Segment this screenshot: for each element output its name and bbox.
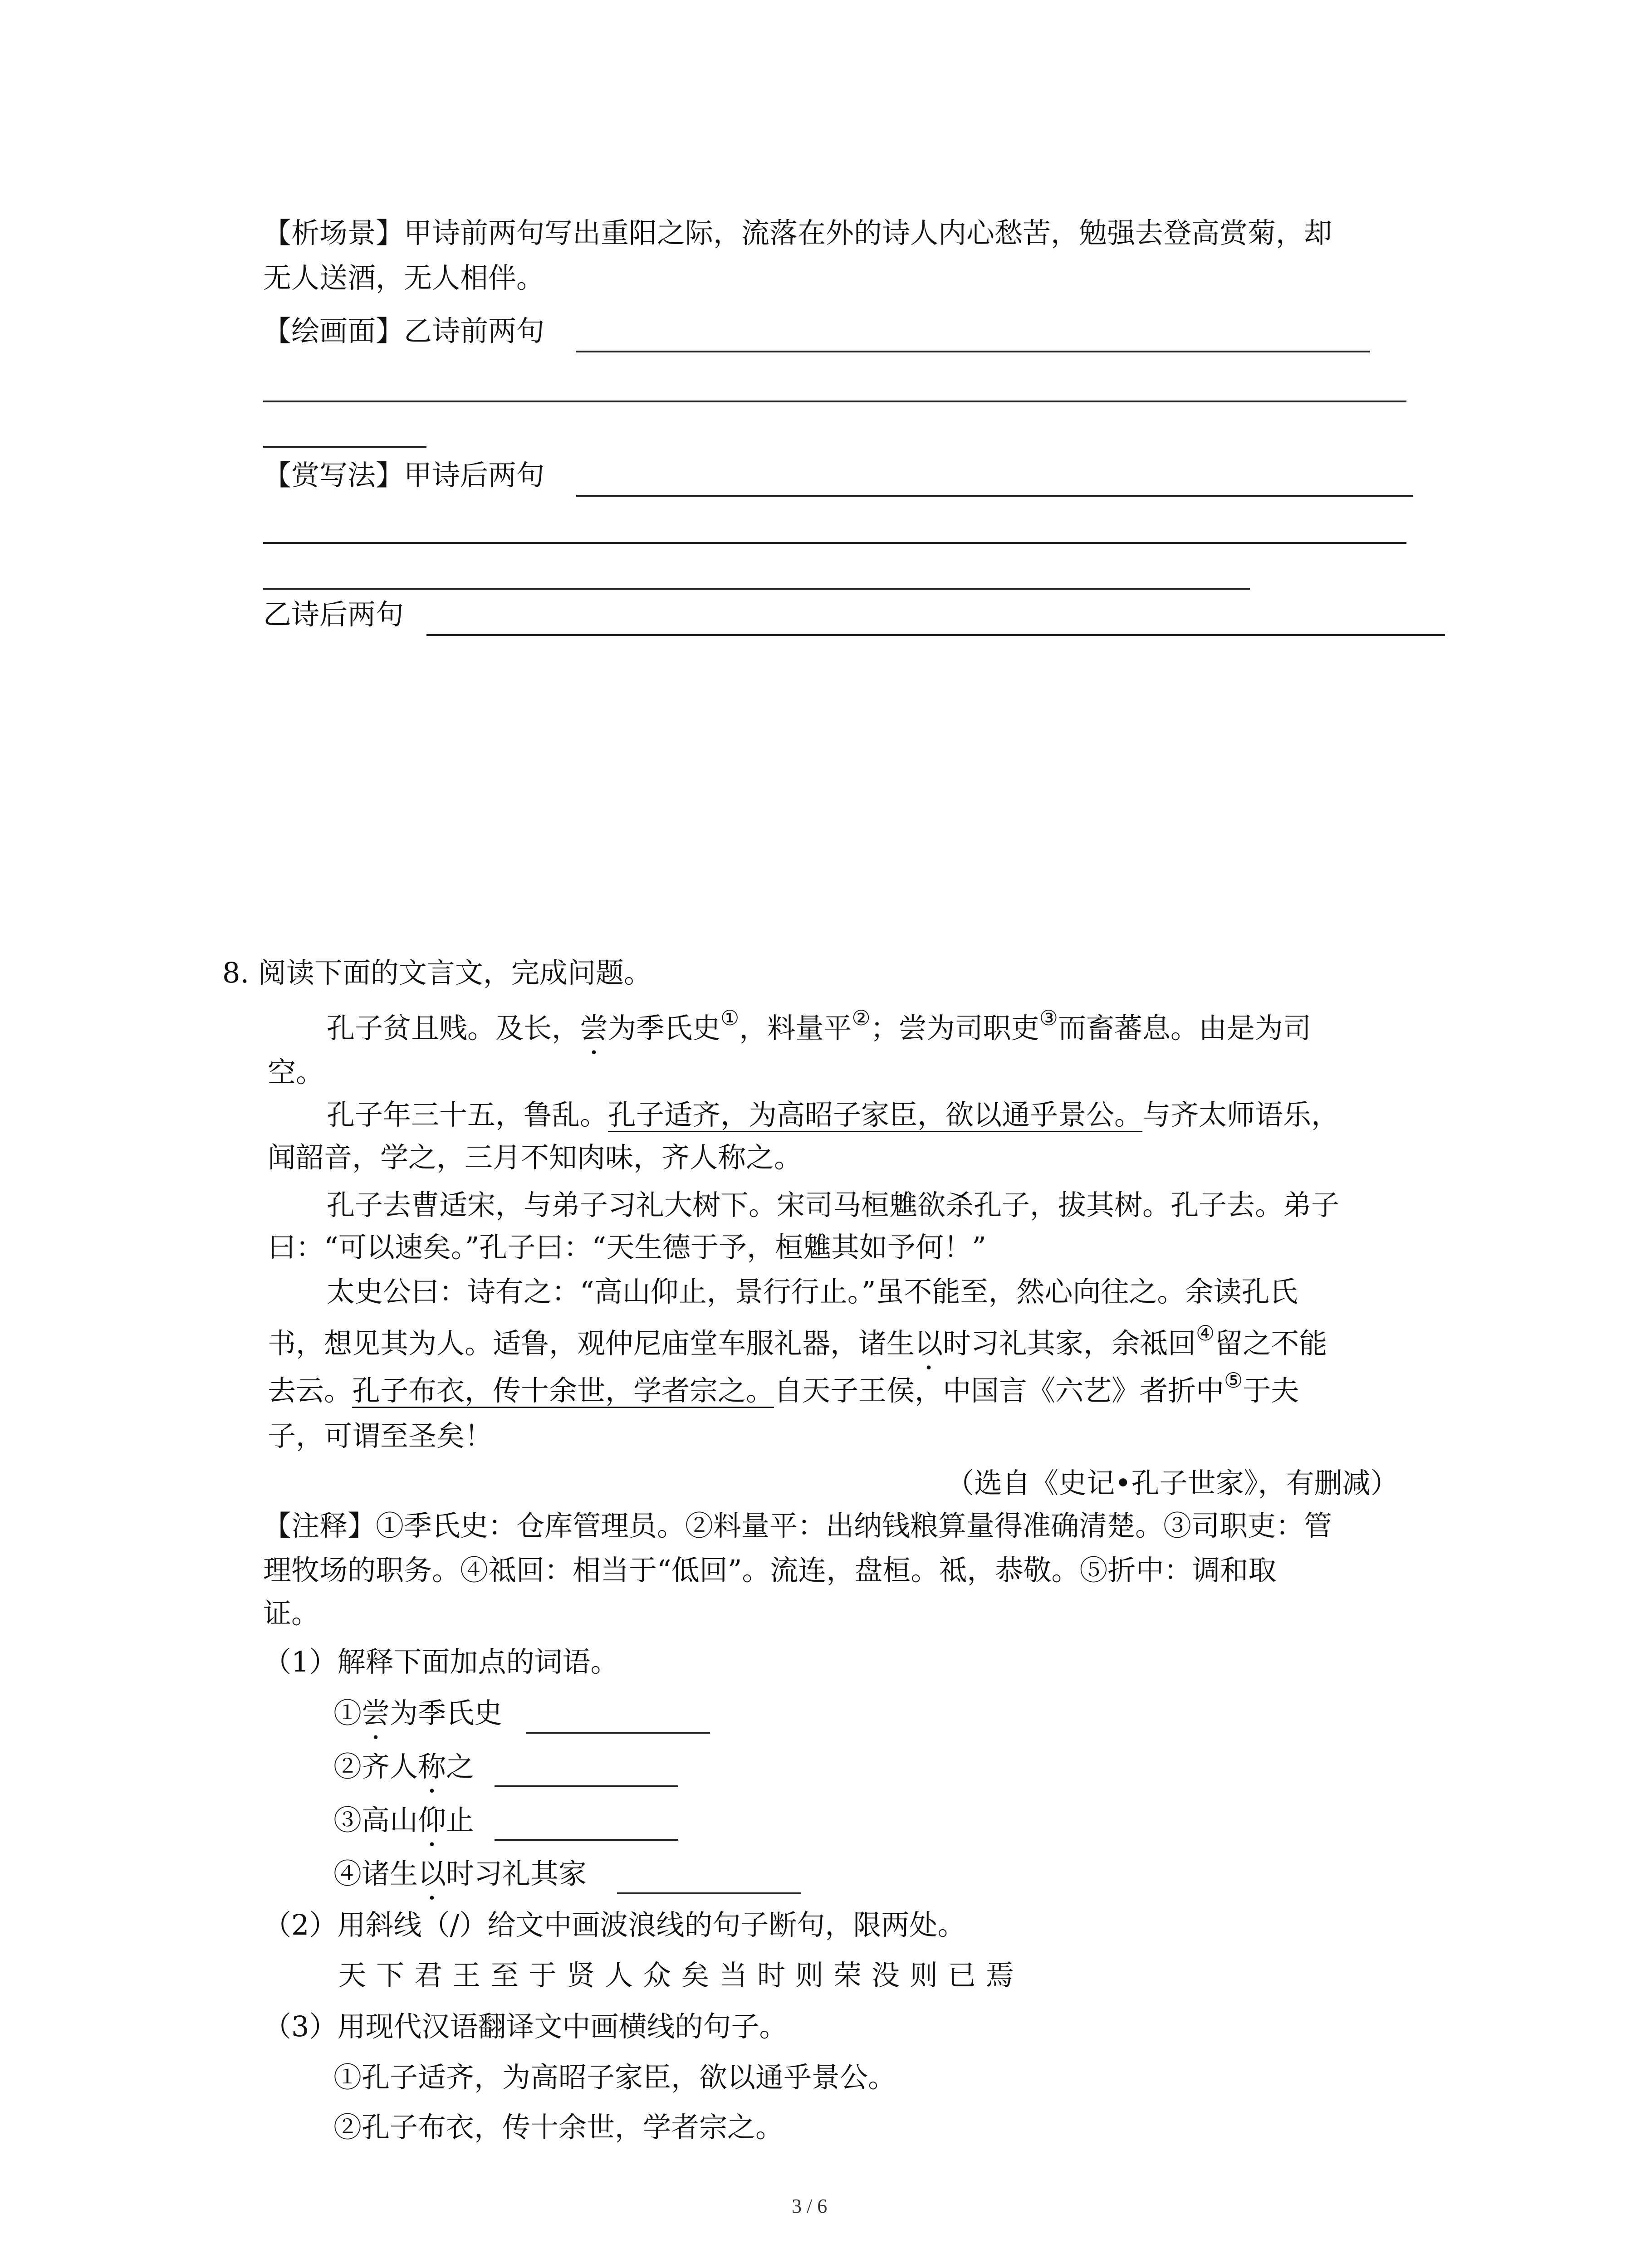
passage-p2-line-1: 孔子年三十五，鲁乱。孔子适齐，为高昭子家臣，欲以通乎景公。与齐太师语乐， (327, 1098, 1340, 1131)
second-poem-prompt: 乙诗后两句 (263, 598, 404, 631)
note-marker: ⑤ (1224, 1368, 1243, 1393)
sub-question-2-prompt: （2）用斜线（/）给文中画波浪线的句子断句，限两处。 (263, 1908, 966, 1941)
painting-answer-line-2[interactable] (263, 401, 1406, 402)
wavy-sentence: 天下君王至于贤人众矣当时则荣没则已焉 (338, 1959, 1024, 1992)
dotted-char: 以 (418, 1857, 446, 1890)
passage-source: （选自《史记•孔子世家》，有删减） (946, 1466, 1399, 1500)
sub-question-1-item-4: ④诸生以时习礼其家 (333, 1857, 587, 1890)
passage-p4-line-3: 去云。孔子布衣，传十余世，学者宗之。自天子王侯，中国言《六艺》者折中⑤于夫 (268, 1368, 1299, 1407)
scene-label: 【析场景】 (263, 216, 404, 249)
sub-question-3-prompt: （3）用现代汉语翻译文中画横线的句子。 (263, 2010, 788, 2043)
technique-answer-line-3[interactable] (263, 588, 1250, 590)
passage-p2-line-2: 闻韶音，学之，三月不知肉味，齐人称之。 (268, 1141, 803, 1174)
note-marker: ④ (1196, 1321, 1215, 1345)
note-marker: ② (852, 1006, 871, 1030)
note-marker: ① (720, 1006, 740, 1030)
passage-p1-line-2: 空。 (268, 1056, 324, 1089)
painting-prompt (263, 314, 544, 348)
dotted-char: 尝 (362, 1696, 390, 1730)
technique-answer-line-1[interactable] (576, 495, 1413, 497)
passage-p3-line-1: 孔子去曹适宋，与弟子习礼大树下。宋司马桓魋欲杀孔子，拔其树。孔子去。弟子 (327, 1188, 1340, 1222)
passage-p4-line-2: 书，想见其为人。适鲁，观仲尼庙堂车服礼器，诸生以时习礼其家，余祗回④留之不能 (268, 1321, 1327, 1360)
scene-analysis-line-2: 无人送酒，无人相伴。 (263, 261, 545, 294)
dotted-char: 仰 (418, 1804, 446, 1837)
notes-line-2: 理牧场的职务。④祗回：相当于“低回”。流连，盘桓。祗，恭敬。⑤折中：调和取 (263, 1554, 1277, 1587)
underlined-sentence-1: 孔子适齐，为高昭子家臣，欲以通乎景公。 (608, 1098, 1143, 1131)
dotted-char: 以 (915, 1327, 943, 1360)
translate-sentence-1: ①孔子适齐，为高昭子家臣，欲以通乎景公。 (333, 2061, 896, 2094)
note-marker: ③ (1039, 1006, 1058, 1030)
translate-sentence-2: ②孔子布衣，传十余世，学者宗之。 (333, 2111, 784, 2144)
sub-question-1-item-1: ①尝为季氏史 (333, 1696, 503, 1730)
scene-text: 甲诗前两句写出重阳之际，流落在外的诗人内心愁苦，勉强去登高赏菊，却 (404, 216, 1332, 249)
painting-lead: 乙诗前两句 (404, 314, 545, 347)
painting-answer-line-1[interactable] (576, 351, 1370, 352)
painting-label: 【绘画面】 (263, 314, 404, 347)
passage-p1-line-1: 孔子贫且贱。及长，尝为季氏史①，料量平②；尝为司职吏③而畜蕃息。由是为司 (327, 1006, 1311, 1045)
passage-p4-line-1: 太史公曰：诗有之：“高山仰止，景行行止。”虽不能至，然心向往之。余读孔氏 (327, 1275, 1298, 1308)
notes-line-1: 【注释】①季氏史：仓库管理员。②料量平：出纳钱粮算量得准确清楚。③司职吏：管 (263, 1509, 1332, 1542)
second-poem-answer-line[interactable] (426, 634, 1445, 636)
page-number: 3 / 6 (792, 2195, 828, 2217)
notes-line-3: 证。 (263, 1597, 320, 1630)
dotted-char: 称 (418, 1750, 446, 1783)
technique-prompt (263, 459, 544, 492)
question-8-heading: 8. 阅读下面的文言文，完成问题。 (222, 956, 652, 989)
dotted-char: 尝 (580, 1012, 608, 1045)
technique-lead: 甲诗后两句 (404, 459, 545, 492)
passage-p4-line-4: 子，可谓至圣矣！ (268, 1419, 493, 1452)
answer-blank-4[interactable] (617, 1892, 801, 1894)
answer-blank-3[interactable] (495, 1839, 678, 1841)
technique-label: 【赏写法】 (263, 459, 404, 492)
sub-question-1-prompt: （1）解释下面加点的词语。 (263, 1645, 619, 1678)
passage-p3-line-2: 曰：“可以速矣。”孔子曰：“天生德于予，桓魋其如予何！” (268, 1231, 986, 1264)
sub-question-1-item-2: ②齐人称之 (333, 1750, 475, 1783)
answer-blank-2[interactable] (495, 1785, 678, 1787)
answer-blank-1[interactable] (526, 1732, 710, 1734)
painting-answer-line-3[interactable] (263, 446, 426, 448)
technique-answer-line-2[interactable] (263, 542, 1406, 544)
sub-question-1-item-3: ③高山仰止 (333, 1804, 475, 1837)
underlined-sentence-2: 孔子布衣，传十余世，学者宗之。 (352, 1374, 774, 1407)
scene-analysis-line-1 (263, 216, 1332, 250)
